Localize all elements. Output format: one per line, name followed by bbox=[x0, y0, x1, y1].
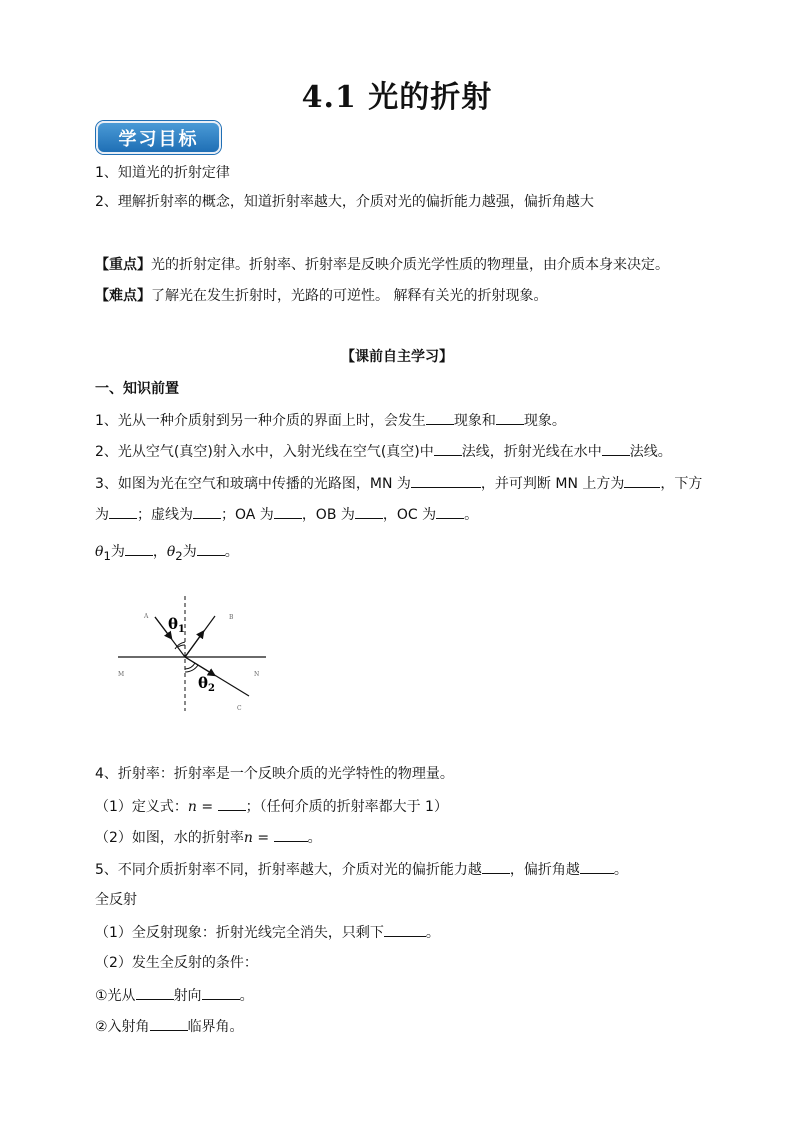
difficult-text: 了解光在发生折射时，光路的可逆性。 解释有关光的折射现象。 bbox=[151, 288, 548, 304]
question-4-definition: （1）定义式：n = ；（任何介质的折射率都大于 1） bbox=[95, 796, 448, 817]
total-reflection-conditions: （2）发生全反射的条件： bbox=[95, 955, 258, 971]
answer-blank[interactable] bbox=[193, 504, 221, 519]
label-a: A bbox=[144, 613, 149, 620]
answer-blank[interactable] bbox=[202, 985, 240, 1000]
answer-blank[interactable] bbox=[218, 796, 246, 811]
learning-objectives-badge: 学习目标 bbox=[96, 121, 221, 154]
answer-blank[interactable] bbox=[197, 541, 225, 556]
question-5: 5、不同介质折射率不同，折射率越大，介质对光的偏折能力越 ，偏折角越 。 bbox=[95, 859, 628, 880]
answer-blank[interactable] bbox=[624, 473, 660, 488]
question-4-figure: （2）如图，水的折射率n = 。 bbox=[95, 827, 322, 848]
part-one-heading: 一、知识前置 bbox=[95, 381, 179, 397]
difficult-label: 【难点】 bbox=[95, 288, 151, 304]
answer-blank[interactable] bbox=[384, 922, 426, 937]
question-4-intro: 4、折射率：折射率是一个反映介质的光学特性的物理量。 bbox=[95, 766, 454, 782]
objective-1: 1、知道光的折射定律 bbox=[95, 165, 230, 181]
answer-blank[interactable] bbox=[355, 504, 383, 519]
angle-arc-2 bbox=[185, 663, 195, 669]
condition-1: ①光从 射向 。 bbox=[95, 985, 254, 1006]
theta-question: $\theta_1$为 ，$\theta_2$为 。 bbox=[95, 541, 239, 566]
theta2-label: $\theta_2$ bbox=[198, 674, 215, 694]
answer-blank[interactable] bbox=[426, 410, 454, 425]
answer-blank[interactable] bbox=[274, 504, 302, 519]
answer-blank[interactable] bbox=[436, 504, 464, 519]
answer-blank[interactable] bbox=[411, 473, 481, 488]
question-2: 2、光从空气(真空)射入水中，入射光线在空气(真空)中 法线，折射光线在水中 法线。 bbox=[95, 441, 672, 462]
answer-blank[interactable] bbox=[150, 1016, 188, 1031]
total-reflection-heading: 全反射 bbox=[95, 892, 137, 908]
answer-blank[interactable] bbox=[434, 441, 462, 456]
objective-2: 2、理解折射率的概念，知道折射率越大，介质对光的偏折能力越强，偏折角越大 bbox=[95, 194, 594, 210]
label-n: N bbox=[254, 671, 260, 678]
answer-blank[interactable] bbox=[602, 441, 630, 456]
label-b: B bbox=[229, 614, 234, 621]
question-3-line-1: 3、如图为光在空气和玻璃中传播的光路图，MN 为 ，并可判断 MN 上方为 ，下方 bbox=[95, 473, 702, 494]
label-m: M bbox=[118, 671, 125, 678]
answer-blank[interactable] bbox=[109, 504, 137, 519]
section-heading: 【课前自主学习】 bbox=[341, 349, 453, 365]
angle-arc-1 bbox=[178, 645, 185, 647]
answer-blank[interactable] bbox=[580, 859, 614, 874]
key-text: 光的折射定律。折射率、折射率是反映介质光学性质的物理量，由介质本身来决定。 bbox=[151, 257, 669, 273]
total-reflection-phenomenon: （1）全反射现象：折射光线完全消失，只剩下 。 bbox=[95, 922, 440, 943]
refraction-diagram bbox=[108, 590, 278, 715]
theta1-label: $\theta_1$ bbox=[168, 615, 185, 635]
answer-blank[interactable] bbox=[136, 985, 174, 1000]
key-label: 【重点】 bbox=[95, 257, 151, 273]
answer-blank[interactable] bbox=[274, 827, 308, 842]
answer-blank[interactable] bbox=[482, 859, 510, 874]
condition-2: ②入射角 临界角。 bbox=[95, 1016, 244, 1037]
difficult-points bbox=[95, 286, 547, 306]
page-title: 4.1 光的折射 bbox=[301, 80, 493, 115]
key-points bbox=[95, 255, 669, 275]
answer-blank[interactable] bbox=[125, 541, 153, 556]
question-3-line-2: 为 ；虚线为 ；OA 为 ，OB 为 ，OC 为 。 bbox=[95, 504, 478, 525]
question-1: 1、光从一种介质射到另一种介质的界面上时，会发生 现象和 现象。 bbox=[95, 410, 566, 431]
answer-blank[interactable] bbox=[496, 410, 524, 425]
label-c: C bbox=[237, 705, 242, 712]
